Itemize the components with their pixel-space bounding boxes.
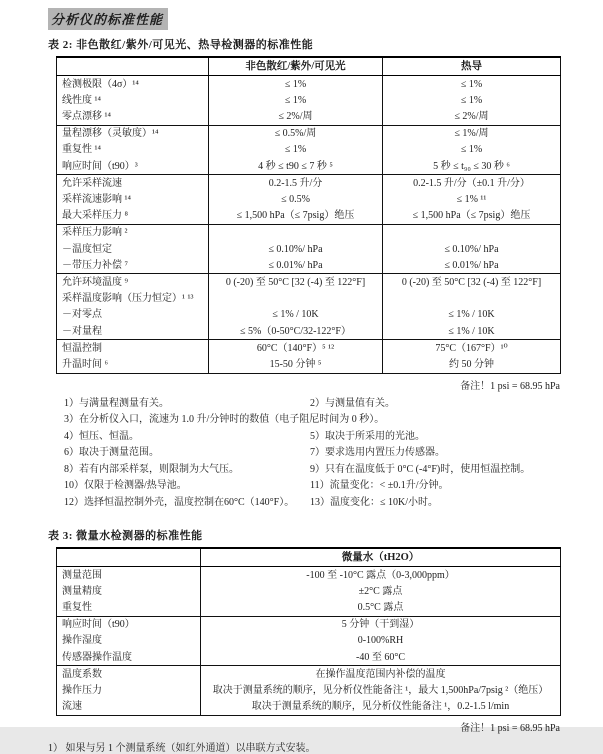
spec-value-ndir: [209, 291, 383, 307]
spec-value-tcd: 5 秒 ≤ t₉₀ ≤ 30 秒 ⁶: [383, 158, 561, 175]
table3-header-empty: [57, 548, 201, 567]
table2-detector-specs: [56, 56, 561, 374]
footnote-8: 8）若有内部采样泵，则限制为大气压。: [64, 463, 239, 475]
spec-value-ndir: 60°C（140°F）⁵ ¹²: [209, 340, 383, 357]
spec-value-ndir: 4 秒 ≤ t90 ≤ 7 秒 ⁵: [209, 158, 383, 175]
table-row: [57, 307, 561, 323]
footnote-13: 13）温度变化：≤ 10K/小时。: [310, 496, 438, 508]
table3-header-moisture: 微量水（tH2O）: [201, 548, 561, 567]
table-row: [57, 125, 561, 142]
spec-value-ndir: ≤ 1%: [209, 76, 383, 93]
spec-label: 升温时间 ⁶: [57, 356, 209, 373]
table-row: [57, 175, 561, 192]
footnote-4: 4）恒压、恒温。: [64, 430, 139, 442]
table-row: [57, 158, 561, 175]
spec-label: －对量程: [57, 323, 209, 340]
spec-label: 恒温控制: [57, 340, 209, 357]
spec-value-ndir: ≤ 0.5%/周: [209, 125, 383, 142]
spec-label: 检测极限（4σ）¹⁴: [57, 76, 209, 93]
table-row: [57, 616, 561, 633]
table-row: [57, 208, 561, 225]
spec-label: 温度系数: [57, 666, 201, 683]
spec-label: －带压力补偿 ⁷: [57, 257, 209, 274]
spec-value: 取决于测量系统的顺序，见分析仪性能备注 ¹，最大 1,500hPa/7psig ²（绝压）: [201, 683, 561, 699]
spec-label: 采样温度影响（压力恒定）¹ ¹³: [57, 291, 209, 307]
table2-header-empty: [57, 57, 209, 76]
table3-moisture-specs: [56, 547, 561, 716]
spec-label: 零点漂移 ¹⁴: [57, 108, 209, 125]
table-row: [57, 356, 561, 373]
table-row: [57, 92, 561, 108]
table-row: [57, 699, 561, 716]
spec-value-tcd: ≤ 0.10%/ hPa: [383, 241, 561, 257]
spec-label: 流速: [57, 699, 201, 716]
spec-label: 响应时间（t90）³: [57, 158, 209, 175]
table2-header-tcd: 热导: [383, 57, 561, 76]
spec-value-tcd: 0.2-1.5 升/分（±0.1 升/分）: [383, 175, 561, 192]
spec-label: －温度恒定: [57, 241, 209, 257]
footnote-11: 11）流量变化：< ±0.1升/分钟。: [310, 480, 449, 492]
spec-value-ndir: ≤ 2%/周: [209, 108, 383, 125]
spec-value-tcd: ≤ 1%: [383, 142, 561, 158]
footnote-6: 6）取决于测量范围。: [64, 447, 159, 459]
spec-value-ndir: ≤ 1% / 10K: [209, 307, 383, 323]
spec-label: 重复性 ¹⁴: [57, 142, 209, 158]
spec-value-ndir: 0 (-20) 至 50°C [32 (-4) 至 122°F]: [209, 274, 383, 291]
table-row: [57, 567, 561, 584]
title-row: [48, 8, 560, 30]
table-row: [57, 683, 561, 699]
spec-value-tcd: ≤ 1%: [383, 76, 561, 93]
spec-label: 最大采样压力 ⁸: [57, 208, 209, 225]
spec-label: 响应时间（t90）: [57, 616, 201, 633]
spec-value-tcd: ≤ 0.01%/ hPa: [383, 257, 561, 274]
spec-label: 允许环境温度 ⁹: [57, 274, 209, 291]
spec-label: 允许采样流速: [57, 175, 209, 192]
footnote-9: 9）只有在温度低于 0°C (-4°F)时，使用恒温控制。: [310, 463, 531, 475]
spec-value: 0.5°C 露点: [201, 600, 561, 617]
page-title: 分析仪的标准性能: [48, 8, 168, 30]
table-row: [57, 108, 561, 125]
table3-caption: 表 3: 微量水检测器的标准性能: [48, 530, 203, 543]
footnote-1: 1）与满量程测量有关。: [64, 397, 169, 409]
psi-conversion-note: 备注！1 psi = 68.95 hPa: [460, 380, 560, 392]
spec-value-ndir: ≤ 0.10%/ hPa: [209, 241, 383, 257]
spec-label: 测量精度: [57, 583, 201, 599]
table-row: [57, 649, 561, 666]
spec-value-tcd: 75°C（167°F）¹⁰: [383, 340, 561, 357]
table3-header-row: [57, 548, 561, 567]
psi-conversion-note-2: 备注！1 psi = 68.95 hPa: [460, 722, 560, 734]
spec-label: 操作压力: [57, 683, 201, 699]
spec-value-ndir: ≤ 1%: [209, 92, 383, 108]
spec-value-ndir: ≤ 0.5%: [209, 191, 383, 207]
spec-value-ndir: ≤ 0.01%/ hPa: [209, 257, 383, 274]
footnote-3: 3）在分析仪入口，流速为 1.0 升/分钟时的数值（电子阻尼时间为 0 秒）。: [64, 414, 385, 426]
spec-value-tcd: ≤ 1% / 10K: [383, 307, 561, 323]
spec-label: 量程漂移（灵敏度）¹⁴: [57, 125, 209, 142]
spec-label: 采样流速影响 ¹⁴: [57, 191, 209, 207]
spec-value-tcd: [383, 224, 561, 241]
table-row: [57, 191, 561, 207]
table-row: [57, 241, 561, 257]
table-row: [57, 600, 561, 617]
table-row: [57, 583, 561, 599]
spec-value: 取决于测量系统的顺序，见分析仪性能备注 ¹，0.2-1.5 l/min: [201, 699, 561, 716]
spec-value-tcd: 约 50 分钟: [383, 356, 561, 373]
spec-label: 测量范围: [57, 567, 201, 584]
spec-label: 重复性: [57, 600, 201, 617]
spec-value-tcd: ≤ 1%/周: [383, 125, 561, 142]
table-row: [57, 291, 561, 307]
spec-value: 0-100%RH: [201, 633, 561, 649]
table-row: [57, 142, 561, 158]
spec-value-ndir: [209, 224, 383, 241]
spec-value-tcd: ≤ 1,500 hPa（≤ 7psig）绝压: [383, 208, 561, 225]
table-row: [57, 633, 561, 649]
table-row: [57, 274, 561, 291]
table-row: [57, 76, 561, 93]
table2-header-row: [57, 57, 561, 76]
spec-value-ndir: ≤ 1,500 hPa（≤ 7psig）绝压: [209, 208, 383, 225]
spec-value-ndir: ≤ 5%（0-50°C/32-122°F）: [209, 323, 383, 340]
footnote-12: 12）选择恒温控制外壳，温度控制在60°C（140°F）。: [64, 496, 295, 508]
spec-value: 5 分钟（干到湿）: [201, 616, 561, 633]
spec-label: 操作湿度: [57, 633, 201, 649]
table-row: [57, 257, 561, 274]
spec-value-tcd: ≤ 1% / 10K: [383, 323, 561, 340]
spec-label: 采样压力影响 ²: [57, 224, 209, 241]
table2-footnotes: [64, 396, 560, 512]
spec-label: 线性度 ¹⁴: [57, 92, 209, 108]
spec-value-ndir: 0.2-1.5 升/分: [209, 175, 383, 192]
table-row: [57, 323, 561, 340]
spec-value-tcd: [383, 291, 561, 307]
table-row: [57, 666, 561, 683]
spec-label: －对零点: [57, 307, 209, 323]
footnote-2: 2）与测量值有关。: [310, 397, 395, 409]
table3-footnote-1: 1） 如果与另 1 个测量系统（如红外通道）以串联方式安装。: [48, 742, 316, 754]
spec-value: -100 至 -10°C 露点（0-3,000ppm）: [201, 567, 561, 584]
spec-value-ndir: 15-50 分钟 ⁵: [209, 356, 383, 373]
spec-value: ±2°C 露点: [201, 583, 561, 599]
spec-value-tcd: ≤ 1%: [383, 92, 561, 108]
spec-label: 传感器操作温度: [57, 649, 201, 666]
spec-value: -40 至 60°C: [201, 649, 561, 666]
spec-value-tcd: ≤ 1% ¹¹: [383, 191, 561, 207]
footnote-7: 7）要求选用内置压力传感器。: [310, 447, 445, 459]
table2-header-ndir: 非色散红/紫外/可见光: [209, 57, 383, 76]
spec-value: 在操作温度范围内补偿的温度: [201, 666, 561, 683]
table2-caption: 表 2: 非色散红/紫外/可见光、热导检测器的标准性能: [48, 39, 314, 51]
spec-value-tcd: 0 (-20) 至 50°C [32 (-4) 至 122°F]: [383, 274, 561, 291]
table-row: [57, 340, 561, 357]
table-row: [57, 224, 561, 241]
footnote-10: 10）仅限于检测器/热导池。: [64, 480, 187, 492]
spec-value-tcd: ≤ 2%/周: [383, 108, 561, 125]
spec-value-ndir: ≤ 1%: [209, 142, 383, 158]
footnote-5: 5）取决于所采用的光池。: [310, 430, 425, 442]
